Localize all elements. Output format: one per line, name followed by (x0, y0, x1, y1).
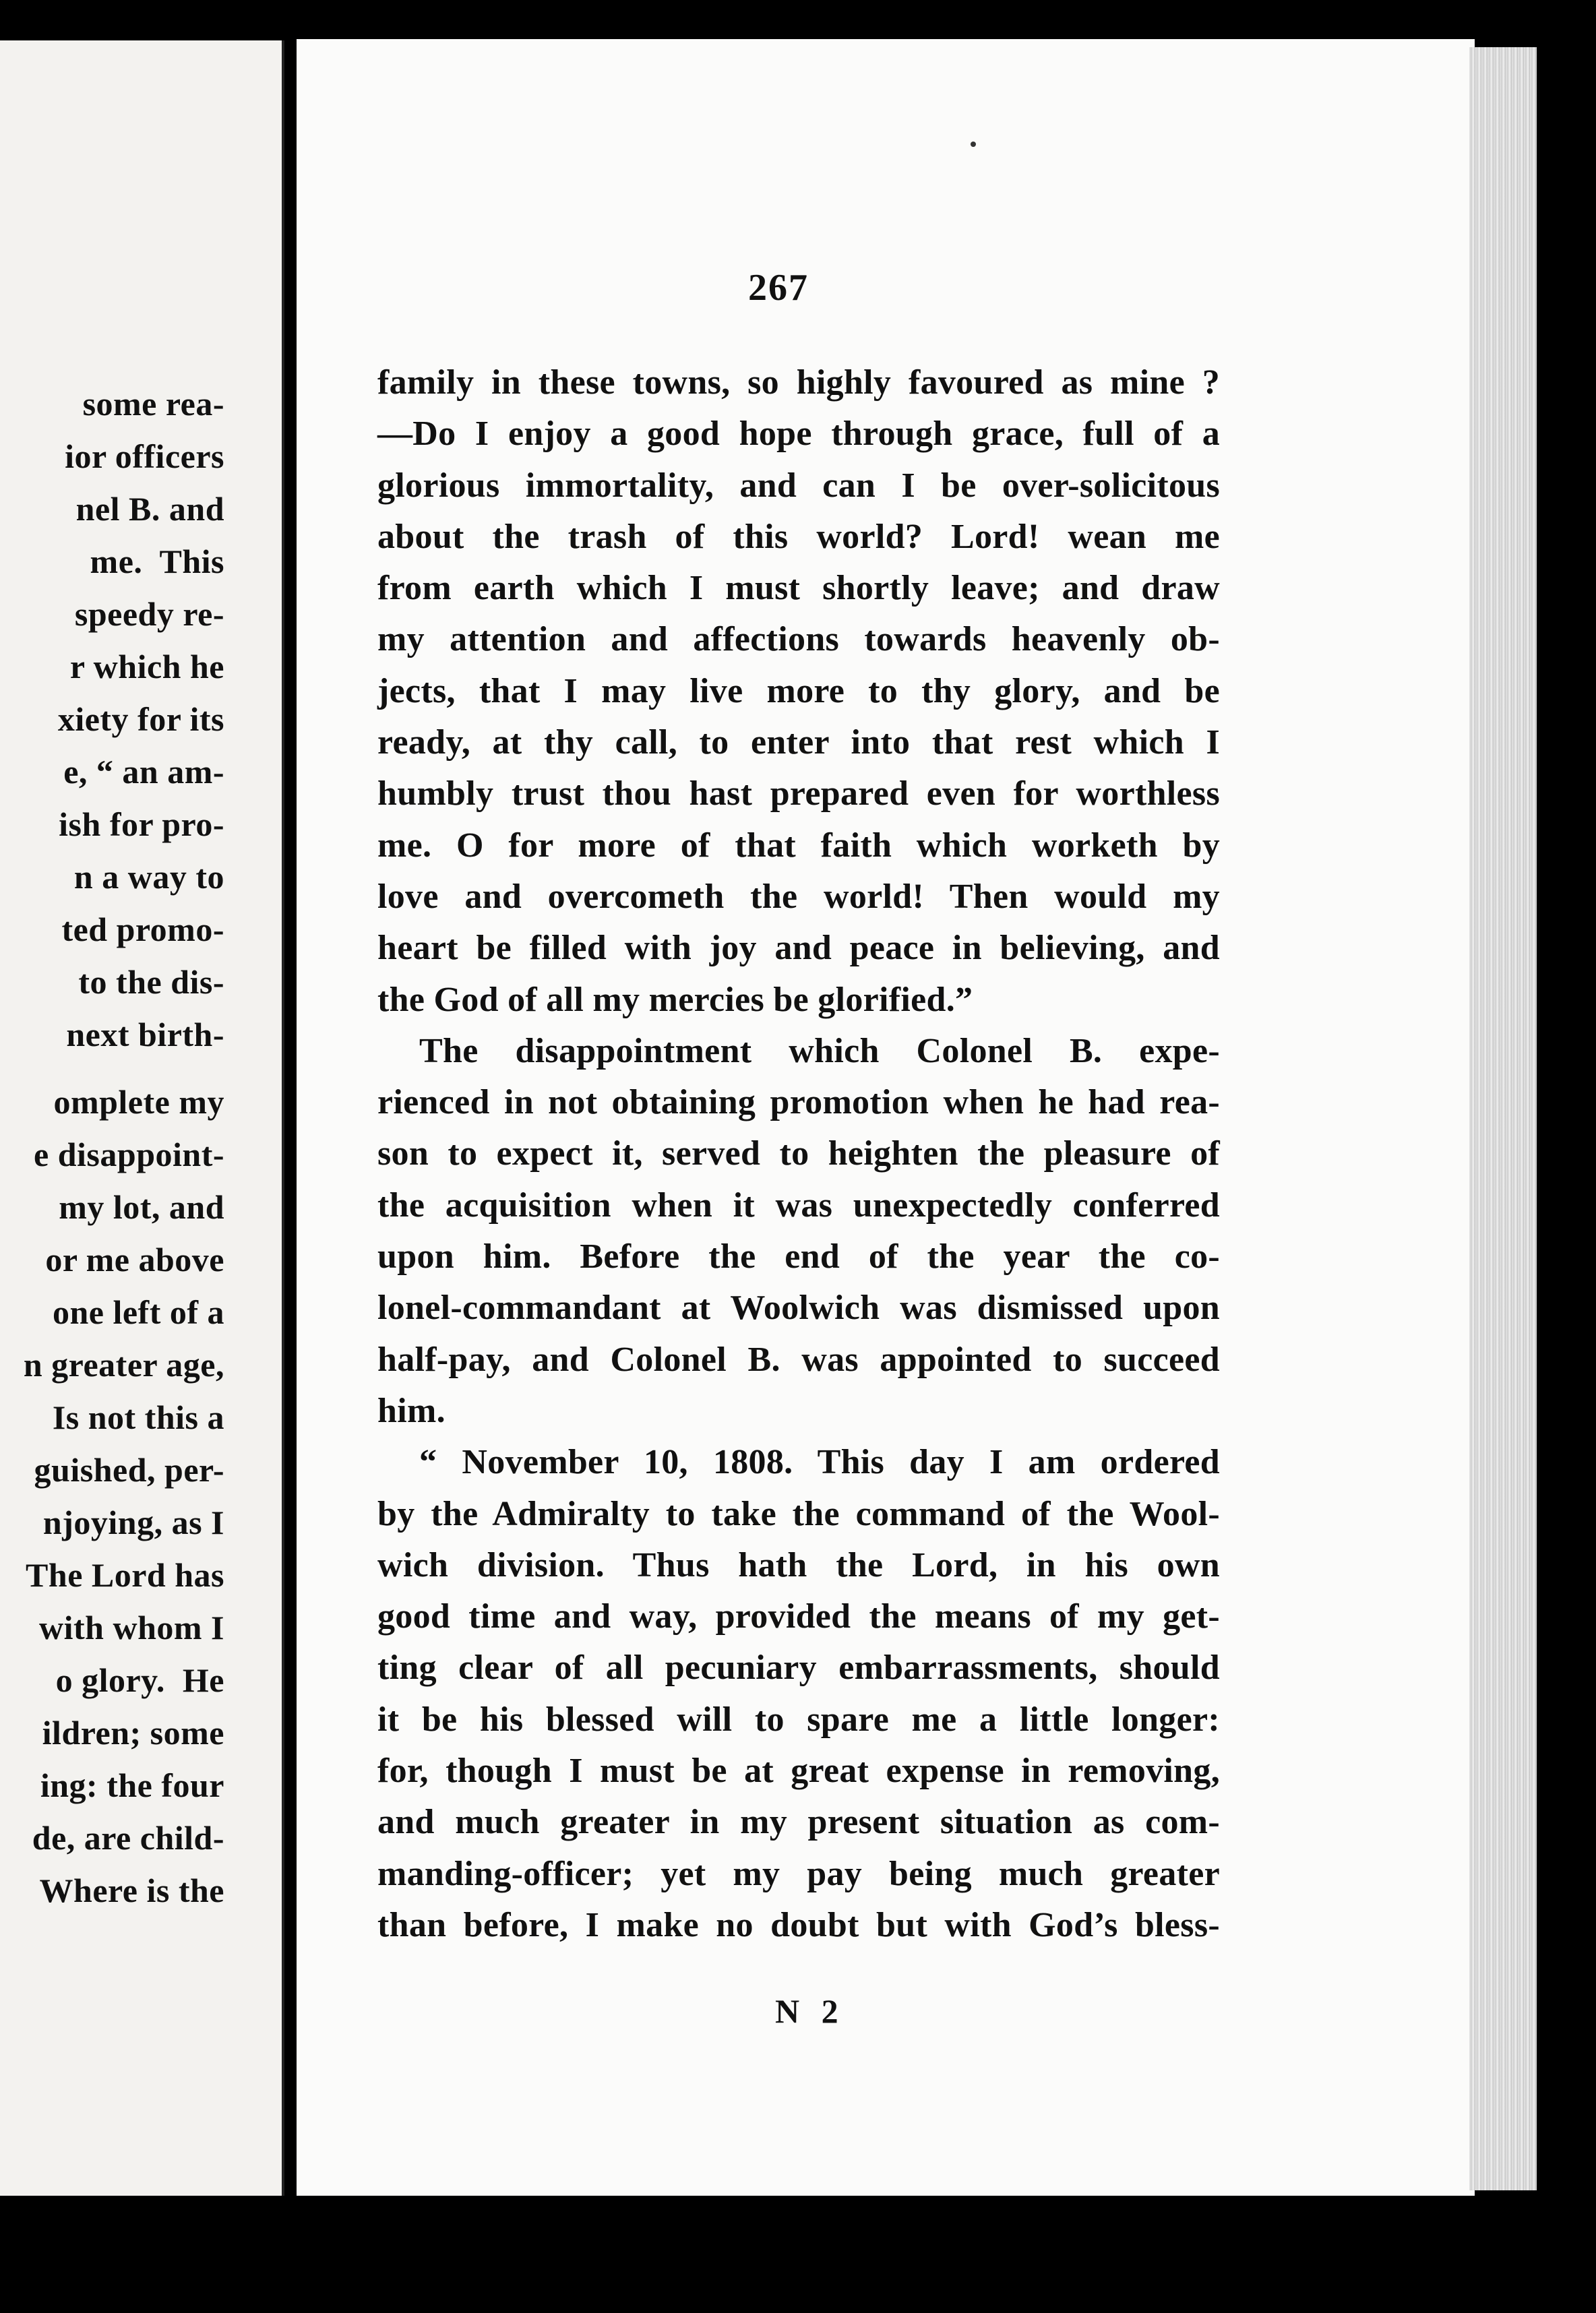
text-line: son to expect it, served to heighten the pleasure of (377, 1134, 1220, 1173)
text-line: family in these towns, so highly favoured as mine ? (377, 363, 1220, 402)
text-line: the God of all my mercies be glorified.” (377, 980, 973, 1019)
text-line: and much greater in my present situation as com- (377, 1803, 1220, 1842)
left-line: omplete my (53, 1083, 224, 1121)
left-line: r which he (69, 648, 224, 685)
text-line: ting clear of all pecuniary embarrassments, should (377, 1648, 1220, 1688)
text-line: jects, that I may live more to thy glory, and be (377, 671, 1220, 710)
text-line: lonel-commandant at Woolwich was dismissed upon (377, 1289, 1220, 1328)
text-line: half-pay, and Colonel B. was appointed to succeed (377, 1340, 1220, 1379)
left-line: de, are child- (32, 1819, 224, 1857)
signature-mark: N 2 (775, 1992, 845, 2030)
text-line: —Do I enjoy a good hope through grace, full of a (377, 414, 1220, 454)
left-line: guished, per- (34, 1451, 224, 1489)
left-line: me. This (90, 543, 224, 580)
text-line: rienced in not obtaining promotion when he had rea- (377, 1083, 1220, 1122)
left-line: Is not this a (52, 1398, 224, 1436)
left-line: e, “ an am- (63, 753, 224, 791)
left-line: one left of a (52, 1293, 224, 1331)
left-line: ildren; some (42, 1714, 224, 1752)
left-line: n a way to (73, 858, 224, 896)
text-line: upon him. Before the end of the year the co- (377, 1237, 1220, 1276)
text-line: manding-officer; yet my pay being much greater (377, 1854, 1220, 1893)
left-line: xiety for its (57, 700, 224, 738)
text-line: by the Admiralty to take the command of the Wool- (377, 1494, 1220, 1533)
text-line: from earth which I must shortly leave; and draw (377, 569, 1220, 608)
left-line: ted promo- (61, 911, 224, 948)
text-line: humbly trust thou hast prepared even for worthless (377, 774, 1220, 813)
left-line: Where is the (39, 1872, 224, 1909)
left-line: ior officers (65, 437, 224, 475)
left-line: next birth- (66, 1016, 224, 1053)
text-line: my attention and affections towards heavenly ob- (377, 620, 1220, 659)
left-page-text (0, 377, 282, 1917)
left-page (0, 40, 284, 2196)
left-line: speedy re- (74, 595, 224, 633)
text-line: wich division. Thus hath the Lord, in his own (377, 1545, 1220, 1584)
left-line: e disappoint- (34, 1136, 224, 1173)
text-line: good time and way, provided the means of my get- (377, 1597, 1220, 1636)
left-line: The Lord has (26, 1556, 224, 1594)
text-line: me. O for more of that faith which worketh by (377, 826, 1220, 865)
ink-speck (971, 142, 976, 147)
left-line: o glory. He (55, 1661, 224, 1699)
left-line: n greater age, (23, 1346, 224, 1384)
text-line: The disappointment which Colonel B. expe- (419, 1031, 1220, 1070)
left-line: njoying, as I (42, 1504, 224, 1541)
text-line: for, though I must be at great expense in removing, (377, 1752, 1220, 1791)
text-line: ready, at thy call, to enter into that rest which I (377, 723, 1220, 762)
left-line: or me above (45, 1241, 224, 1278)
page-number: 267 (748, 267, 809, 309)
text-line: love and overcometh the world! Then would my (377, 877, 1220, 916)
text-line: about the trash of this world? Lord! wean me (377, 517, 1220, 556)
text-line: glorious immortality, and can I be over-solicitous (377, 466, 1220, 505)
text-line: than before, I make no doubt but with God’s bless- (377, 1905, 1220, 1944)
page-edges (1469, 47, 1537, 2190)
text-line: him. (377, 1391, 446, 1430)
left-line: ish for pro- (59, 805, 224, 843)
left-line: with whom I (39, 1609, 224, 1646)
text-line: heart be filled with joy and peace in believing, and (377, 929, 1220, 968)
text-line: it be his blessed will to spare me a little longer: (377, 1700, 1220, 1739)
text-line: “ November 10, 1808. This day I am ordered (419, 1443, 1220, 1482)
left-line: nel B. and (75, 490, 224, 528)
left-line: my lot, and (59, 1188, 224, 1226)
left-line: some rea- (82, 385, 224, 423)
left-line: ing: the four (40, 1766, 224, 1804)
left-line: to the dis- (78, 963, 224, 1001)
text-line: the acquisition when it was unexpectedly conferred (377, 1185, 1220, 1225)
page-body (377, 357, 1220, 1951)
